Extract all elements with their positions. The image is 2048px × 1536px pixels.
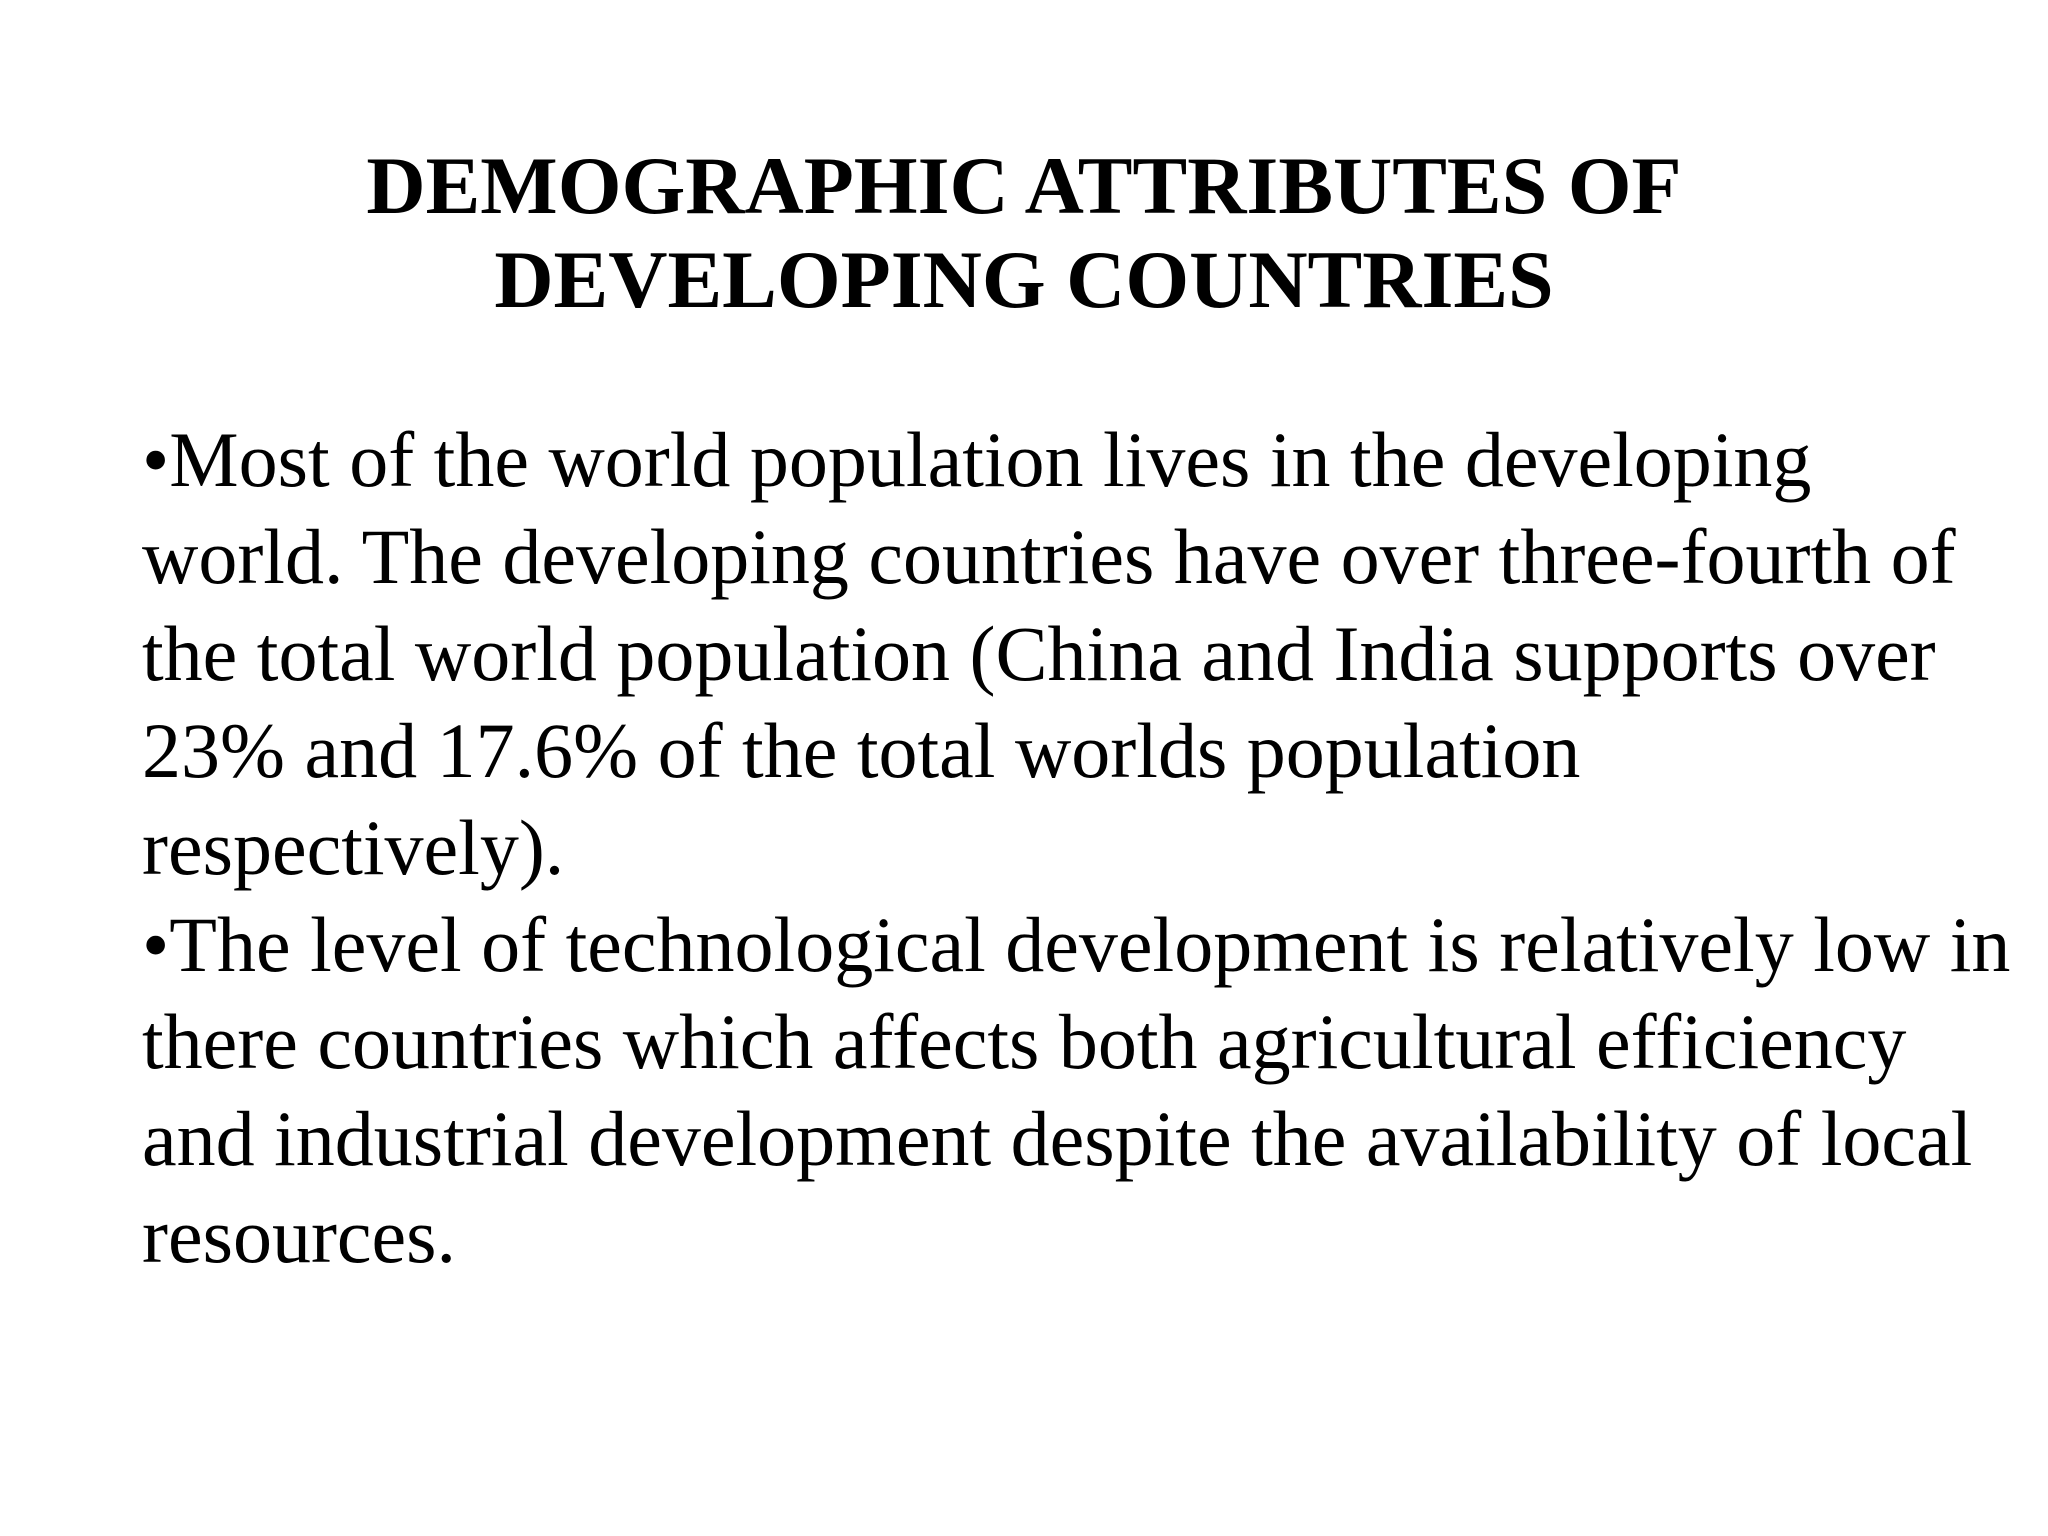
- slide-title-line-2: DEVELOPING COUNTRIES: [494, 234, 1554, 325]
- slide-title: [0, 139, 2048, 327]
- bullet-list: [142, 411, 2012, 1284]
- bullet-item-technology: •The level of technological development is relatively low in there countries which affects both agricultural efficiency and industrial development despite the availability of local resources.: [142, 901, 2011, 1279]
- slide-title-line-1: DEMOGRAPHIC ATTRIBUTES OF: [366, 140, 1682, 231]
- bullet-item-population: •Most of the world population lives in the developing world. The developing countries have over three-fourth of the total world population (China and India supports over 23% and 17.6% of the total worlds population respectively).: [142, 416, 1956, 891]
